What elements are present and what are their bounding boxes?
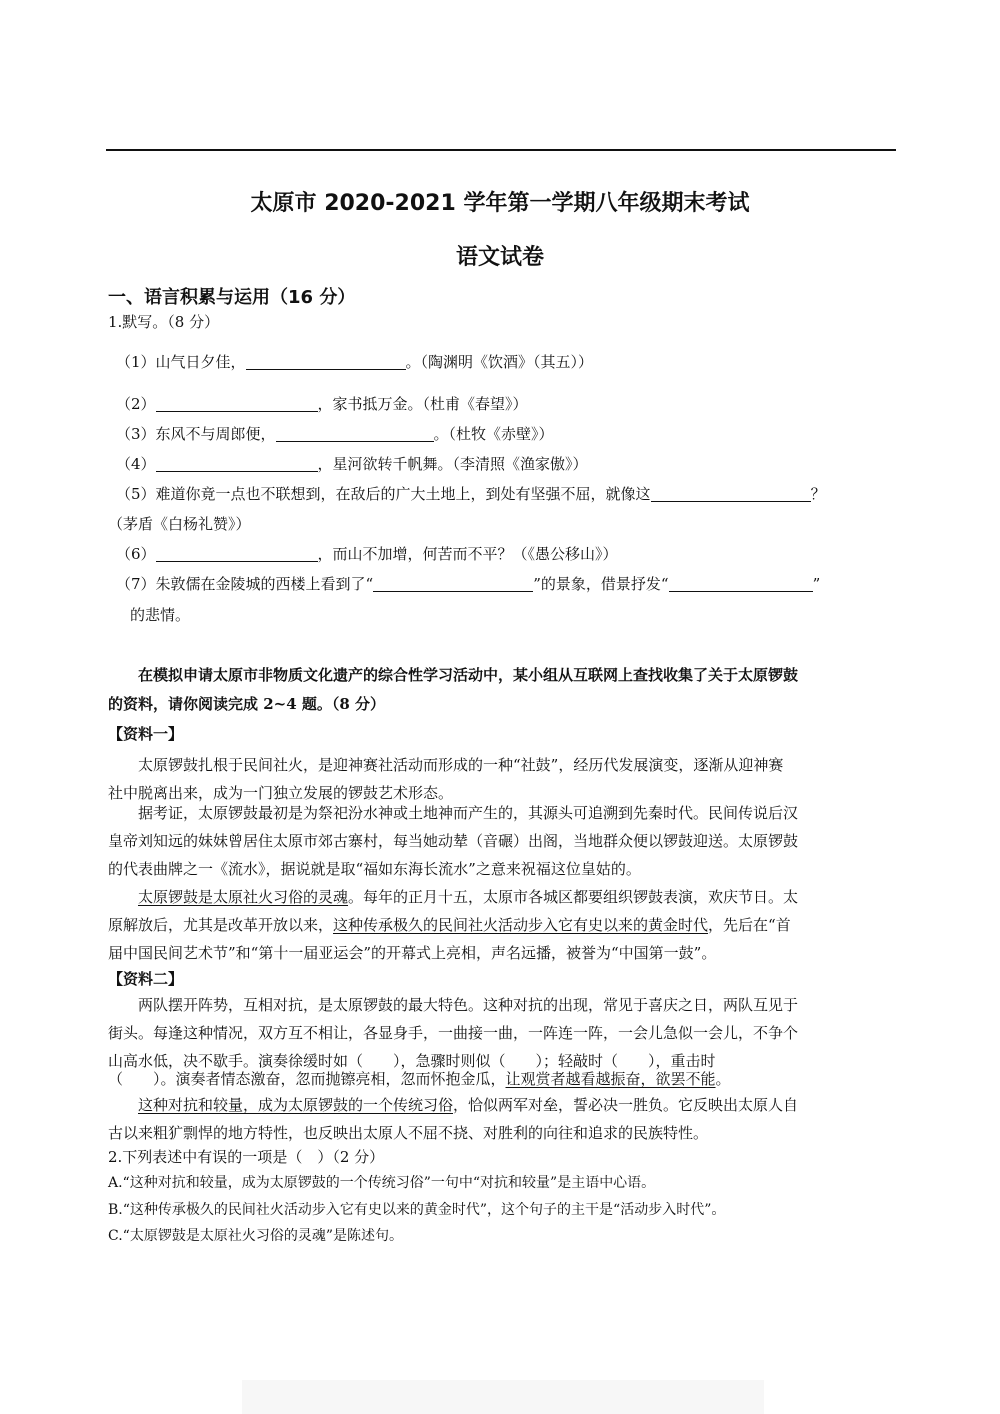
answer-blank[interactable] [156, 397, 318, 412]
item-text: ”的景象，借景抒发“ [533, 575, 669, 593]
reading-intro-line: 在模拟申请太原市非物质文化遗产的综合性学习活动中，某小组从互联网上查找收集了关于太原锣鼓 [138, 666, 799, 684]
question-2-option-a[interactable]: A.“这种对抗和较量，成为太原锣鼓的一个传统习俗”一句中“对抗和较量”是主语中心语。 [108, 1175, 656, 1191]
paragraph-line: 街头。每逢这种情况，双方互不相让，各显身手，一曲接一曲，一阵连一阵，一会儿急似一会儿，不争个 [108, 1024, 799, 1042]
footer-bar [242, 1380, 764, 1414]
answer-blank[interactable] [246, 355, 406, 370]
dictation-item-2 [116, 397, 528, 412]
paragraph-line: 两队摆开阵势，互相对抗，是太原锣鼓的最大特色。这种对抗的出现，常见于喜庆之日，两队互见于 [138, 996, 799, 1014]
line-text: （ ）。演奏者情态激奋，忽而抛镲亮相，忽而怀抱金瓜， [108, 1070, 506, 1088]
paragraph-line: 太原锣鼓扎根于民间社火，是迎神赛社活动而形成的一种“社鼓”，经历代发展演变，逐渐从迎神赛 [138, 756, 784, 774]
header-rule [106, 149, 896, 151]
section-heading: 一、语言积累与运用（16 分） [108, 287, 356, 308]
item-text: （5）难道你竟一点也不联想到，在敌后的广大土地上，到处有坚强不屈，就像这 [116, 485, 651, 503]
question-2-stem: 2.下列表述中有误的一项是（ ）（2 分） [108, 1148, 385, 1166]
item-text: ，而山不加增，何苦而不平？（《愚公移山》） [317, 545, 618, 563]
paragraph-line [138, 890, 798, 905]
paragraph-line: 古以来粗犷剽悍的地方特性，也反映出太原人不屈不挠、对胜利的向往和追求的民族特性。 [108, 1124, 709, 1142]
line-text: 。 [715, 1070, 731, 1088]
item-text: （6） [116, 545, 156, 563]
answer-blank[interactable] [156, 457, 318, 472]
paragraph-line: 社中脱离出来，成为一门独立发展的锣鼓艺术形态。 [108, 784, 454, 802]
dictation-item-5-source: （茅盾《白杨礼赞》） [108, 515, 251, 533]
paragraph-line [108, 1072, 731, 1087]
paragraph-line [138, 1098, 798, 1113]
underlined-sentence: 太原锣鼓是太原社火习俗的灵魂 [138, 888, 349, 906]
item-text: （1）山气日夕佳， [116, 353, 246, 371]
item-text: ，星河欲转千帆舞。（李清照《渔家傲》） [317, 455, 588, 473]
dictation-item-6 [116, 547, 618, 562]
underlined-sentence: 这种传承极久的民间社火活动步入它有史以来的黄金时代 [333, 916, 709, 934]
dictation-item-4 [116, 457, 588, 472]
paragraph-line: 山高水低，决不歇手。演奏徐缓时如（ ），急骤时则似（ ）；轻敲时（ ），重击时 [108, 1052, 716, 1070]
line-text: ，恰似两军对垒，誓必决一胜负。它反映出太原人自 [453, 1096, 799, 1114]
paragraph-line: 据考证，太原锣鼓最初是为祭祀汾水神或土地神而产生的，其源头可追溯到先秦时代。民间传说后汉 [138, 804, 799, 822]
dictation-item-5 [116, 487, 826, 502]
item-text: （4） [116, 455, 156, 473]
dictation-item-7-cont: 的悲情。 [130, 606, 191, 624]
item-text: 。（陶渊明《饮酒》（其五）） [405, 353, 594, 371]
paragraph-line [108, 918, 791, 933]
exam-title: 太原市 2020-2021 学年第一学期八年级期末考试 [250, 191, 750, 216]
reading-intro-line: 的资料，请你阅读完成 2~4 题。（8 分） [108, 695, 386, 713]
item-text: ，家书抵万金。（杜甫《春望》） [317, 395, 528, 413]
item-text: ” [812, 575, 821, 593]
item-text: （7）朱敦儒在金陵城的西楼上看到了“ [116, 575, 374, 593]
dictation-item-7 [116, 577, 820, 592]
item-text: 。（杜牧《赤壁》） [433, 425, 554, 443]
item-text: （2） [116, 395, 156, 413]
question-1-stem: 1.默写。（8 分） [108, 313, 220, 331]
answer-blank[interactable] [156, 547, 318, 562]
dictation-item-3 [116, 427, 554, 442]
line-text: 原解放后，尤其是改革开放以来， [108, 916, 334, 934]
underlined-sentence: 让观赏者越看越振奋，欲罢不能 [505, 1070, 716, 1088]
item-text: ？ [810, 485, 826, 503]
underlined-sentence: 这种对抗和较量，成为太原锣鼓的一个传统习俗 [138, 1096, 454, 1114]
paragraph-line: 届中国民间艺术节”和“第十一届亚运会”的开幕式上亮相，声名远播，被誉为“中国第一鼓”。 [108, 944, 717, 962]
answer-blank[interactable] [373, 577, 533, 592]
material-2-label: 【资料二】 [108, 970, 184, 988]
answer-blank[interactable] [651, 487, 811, 502]
question-2-option-b[interactable]: B.“这种传承极久的民间社火活动步入它有史以来的黄金时代”，这个句子的主干是“活动步入时代”。 [108, 1202, 726, 1218]
line-text: 。每年的正月十五，太原市各城区都要组织锣鼓表演，欢庆节日。太 [348, 888, 799, 906]
question-2-option-c[interactable]: C.“太原锣鼓是太原社火习俗的灵魂”是陈述句。 [108, 1228, 403, 1244]
answer-blank[interactable] [669, 577, 813, 592]
dictation-item-1 [116, 355, 593, 370]
item-text: （3）东风不与周郎便， [116, 425, 276, 443]
material-1-label: 【资料一】 [108, 725, 184, 743]
paragraph-line: 皇帝刘知远的妹妹曾居住太原市郊古寨村，每当她动辇（音碾）出阁，当地群众便以锣鼓迎送。太原锣鼓 [108, 832, 799, 850]
exam-subtitle: 语文试卷 [455, 245, 544, 270]
paragraph-line: 的代表曲牌之一《流水》，据说就是取“福如东海长流水”之意来祝福这位皇姑的。 [108, 860, 641, 878]
line-text: ，先后在“首 [708, 916, 791, 934]
answer-blank[interactable] [276, 427, 434, 442]
